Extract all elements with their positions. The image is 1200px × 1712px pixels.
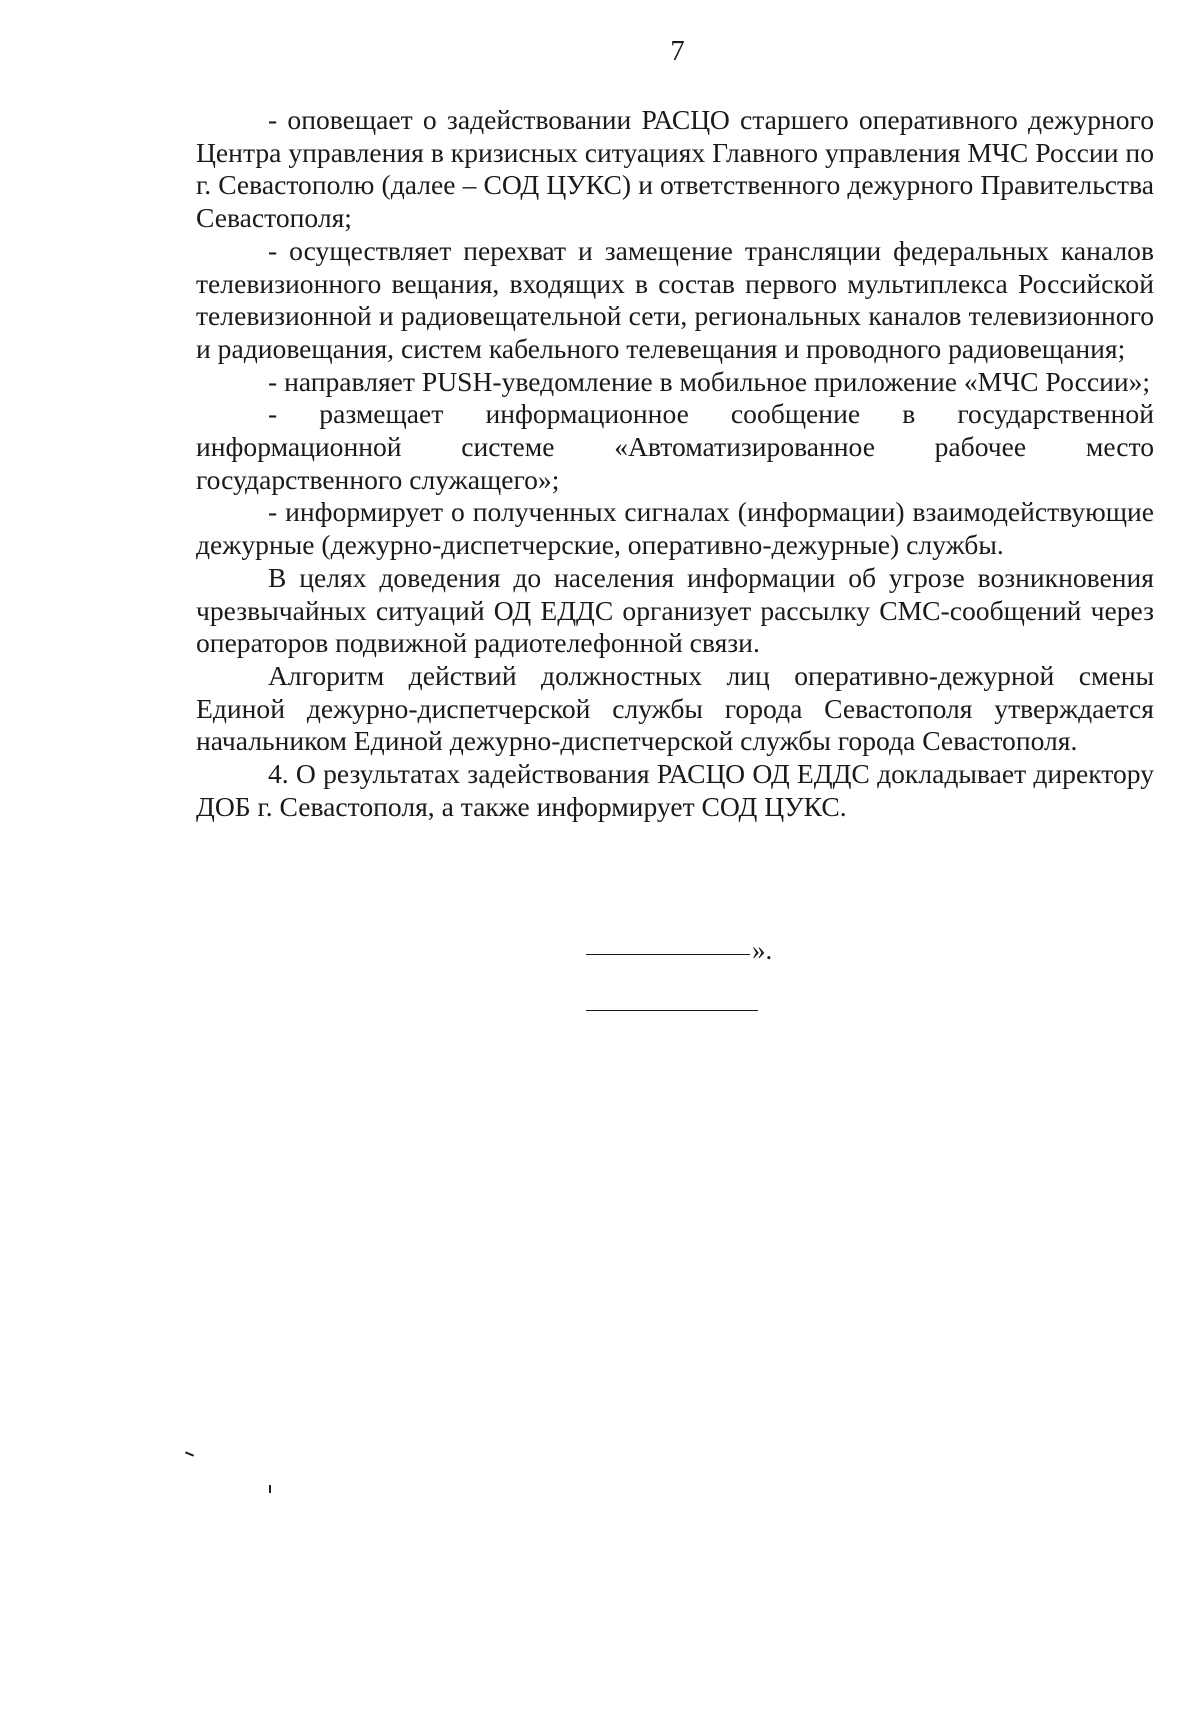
scan-speck	[185, 1451, 194, 1456]
end-of-quote-mark	[586, 934, 772, 966]
paragraph-notify-sod-cuks: - оповещает о задействовании РАСЦО старшего оперативного дежурного Центра управления в кризисных ситуациях Главного управления МЧС России по г. Севастополю (далее – СОД ЦУКС) и ответственного дежурного Правительства Севастополя;	[196, 104, 1154, 234]
paragraph-info-message-gis: - размещает информационное сообщение в государственной информационной системе «Автоматизированное рабочее место государственного служащего»;	[196, 398, 1154, 495]
paragraph-report-results: 4. О результатах задействования РАСЦО ОД ЕДДС докладывает директору ДОБ г. Севастополя, а также информирует СОД ЦУКС.	[196, 758, 1154, 822]
end-dash-line	[586, 954, 750, 955]
paragraph-sms-broadcast: В целях доведения до населения информации об угрозе возникновения чрезвычайных ситуаций ОД ЕДДС организует рассылку СМС-сообщений через операторов подвижной радиотелефонной связи.	[196, 561, 1154, 659]
closing-rule-line	[586, 1010, 758, 1011]
paragraph-action-algorithm: Алгоритм действий должностных лиц оперативно-дежурной смены Единой дежурно-диспетчерской службы города Севастополя утверждается начальником Единой дежурно-диспетчерской службы города Севастополя.	[196, 659, 1154, 757]
paragraph-tv-broadcast-override: - осуществляет перехват и замещение трансляции федеральных каналов телевизионного вещания, входящих в состав первого мультиплекса Российской телевизионной и радиовещательной сети, региональных каналов телевизионного и радиовещания, систем кабельного телевещания и проводного радиовещания;	[196, 234, 1154, 364]
end-quote-suffix: ».	[752, 935, 773, 965]
scan-speck	[269, 1485, 271, 1493]
paragraph-inform-services: - информирует о полученных сигналах (информации) взаимодействующие дежурные (дежурно-диспетчерские, оперативно-дежурные) службы.	[196, 496, 1154, 561]
document-body	[196, 104, 1154, 823]
page-number: 7	[670, 35, 685, 67]
paragraph-push-notification: - направляет PUSH-уведомление в мобильное приложение «МЧС России»;	[268, 365, 1151, 397]
